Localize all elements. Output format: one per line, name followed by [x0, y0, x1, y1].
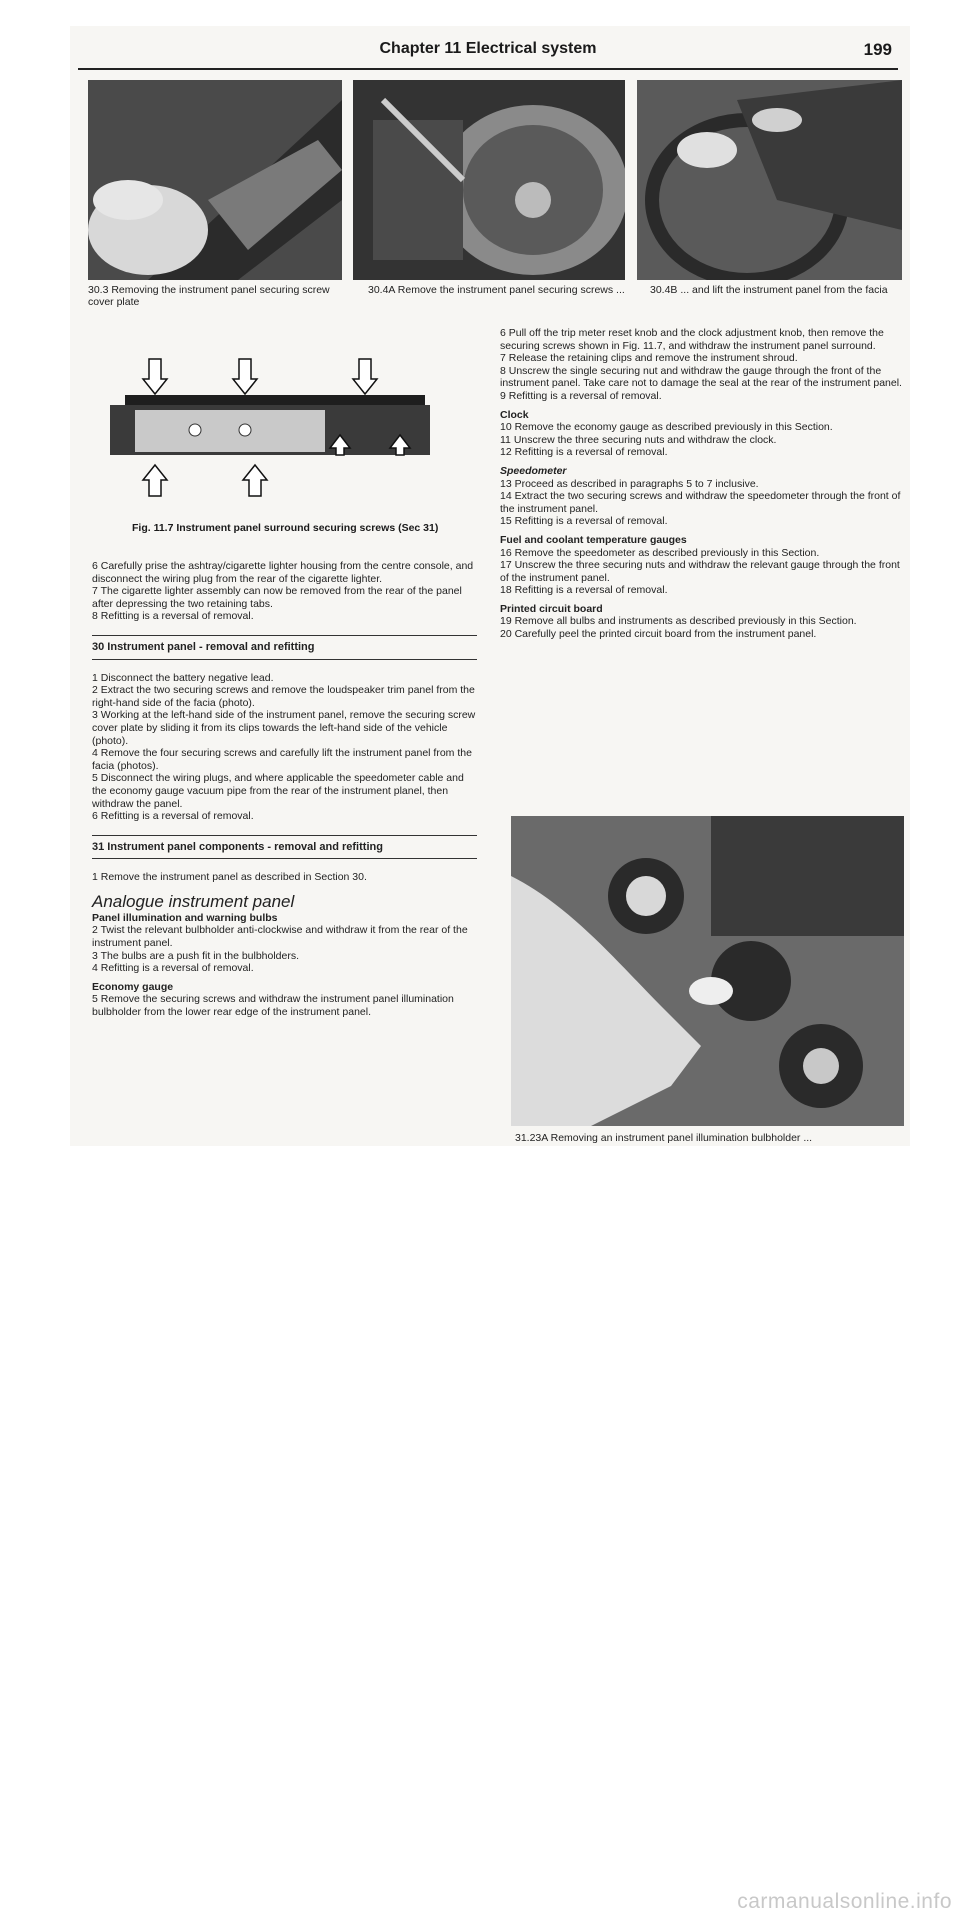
figure-11-7: [105, 320, 435, 500]
caption-30-3: 30.3 Removing the instrument panel securing screw cover plate: [88, 284, 330, 308]
para: 3 Working at the left-hand side of the instrument panel, remove the securing screw cover plate by sliding it from its clips towards the left-hand side of the vehicle (photo).: [92, 709, 476, 747]
para: 15 Refitting is a reversal of removal.: [500, 515, 668, 528]
para: 1 Remove the instrument panel as described in Section 30.: [92, 871, 367, 884]
para: 5 Disconnect the wiring plugs, and where applicable the speedometer cable and the economy gauge vacuum pipe from the rear of the instrument planel, then withdraw the panel.: [92, 772, 464, 810]
subheading-pcb: Printed circuit board: [500, 602, 603, 615]
para: 7 Release the retaining clips and remove the instrument shroud.: [500, 352, 798, 365]
para: 4 Remove the four securing screws and carefully lift the instrument panel from the facia (photos).: [92, 747, 472, 772]
right-column: [500, 327, 902, 641]
photo-30-4b: [637, 80, 902, 280]
subsection-analogue: Analogue instrument panel: [92, 891, 295, 911]
para: 7 The cigarette lighter assembly can now be removed from the rear of the panel after depressing the two retaining tabs.: [92, 585, 462, 610]
para: 6 Refitting is a reversal of removal.: [92, 810, 254, 823]
para: 6 Carefully prise the ashtray/cigarette lighter housing from the centre console, and disconnect the wiring plug from the rear of the cigarette lighter.: [92, 560, 474, 585]
page-number: 199: [863, 40, 892, 59]
section-heading-31: 31 Instrument panel components - removal and refitting: [92, 835, 477, 860]
para: 6 Pull off the trip meter reset knob and the clock adjustment knob, then remove the securing screws shown in Fig. 11.7, and withdraw the instrument panel surround.: [500, 327, 884, 352]
para: 8 Refitting is a reversal of removal.: [92, 610, 254, 623]
para: 3 The bulbs are a push fit in the bulbholders.: [92, 949, 300, 962]
photo-30-3: [88, 80, 342, 280]
para: 14 Extract the two securing screws and withdraw the speedometer through the front of the instrument panel.: [500, 490, 901, 515]
para: 10 Remove the economy gauge as described previously in this Section.: [500, 421, 833, 434]
caption-31-23a: 31.23A Removing an instrument panel illumination bulbholder ...: [515, 1132, 813, 1144]
para: 13 Proceed as described in paragraphs 5 to 7 inclusive.: [500, 477, 759, 490]
caption-30-4b: 30.4B ... and lift the instrument panel from the facia: [650, 284, 888, 296]
para: 18 Refitting is a reversal of removal.: [500, 584, 668, 597]
para: 9 Refitting is a reversal of removal.: [500, 389, 662, 402]
chapter-title: Chapter 11 Electrical system: [379, 40, 597, 57]
site-watermark: carmanualsonline.info: [737, 1890, 952, 1913]
para: 1 Disconnect the battery negative lead.: [92, 671, 274, 684]
photo-30-4a: [353, 80, 625, 280]
para: 19 Remove all bulbs and instruments as described previously in this Section.: [500, 615, 857, 628]
para: 2 Extract the two securing screws and remove the loudspeaker trim panel from the right-hand side of the facia (photo).: [92, 684, 475, 709]
para: 17 Unscrew the three securing nuts and withdraw the relevant gauge through the front of the instrument panel.: [500, 559, 900, 584]
para: 5 Remove the securing screws and withdraw the instrument panel illumination bulbholder from the lower rear edge of the instrument panel.: [92, 993, 454, 1019]
para: 4 Refitting is a reversal of removal.: [92, 962, 254, 975]
subheading-speedometer: Speedometer: [500, 464, 567, 477]
para: 16 Remove the speedometer as described previously in this Section.: [500, 546, 820, 559]
photo-31-23a: [511, 816, 904, 1126]
subheading-panel-bulbs: Panel illumination and warning bulbs: [92, 911, 278, 924]
subheading-clock: Clock: [500, 408, 529, 421]
para: 8 Unscrew the single securing nut and withdraw the gauge through the front of the instrument panel. Take care not to damage the seal at the rear of the instrument panel.: [500, 364, 902, 390]
caption-30-4a: 30.4A Remove the instrument panel securing screws ...: [368, 284, 625, 296]
para: 20 Carefully peel the printed circuit board from the instrument panel.: [500, 628, 817, 641]
caption-fig-11-7: Fig. 11.7 Instrument panel surround securing screws (Sec 31): [132, 522, 439, 534]
subheading-economy: Economy gauge: [92, 980, 174, 993]
page-header: [78, 34, 898, 70]
para: 11 Unscrew the three securing nuts and withdraw the clock.: [500, 433, 777, 446]
para: 2 Twist the relevant bulbholder anti-clockwise and withdraw it from the rear of the instrument panel.: [92, 924, 468, 950]
section-heading-30: 30 Instrument panel - removal and refitting: [92, 635, 477, 660]
subheading-fuel-coolant: Fuel and coolant temperature gauges: [500, 533, 687, 546]
left-column: [92, 560, 477, 1019]
para: 12 Refitting is a reversal of removal.: [500, 446, 668, 459]
